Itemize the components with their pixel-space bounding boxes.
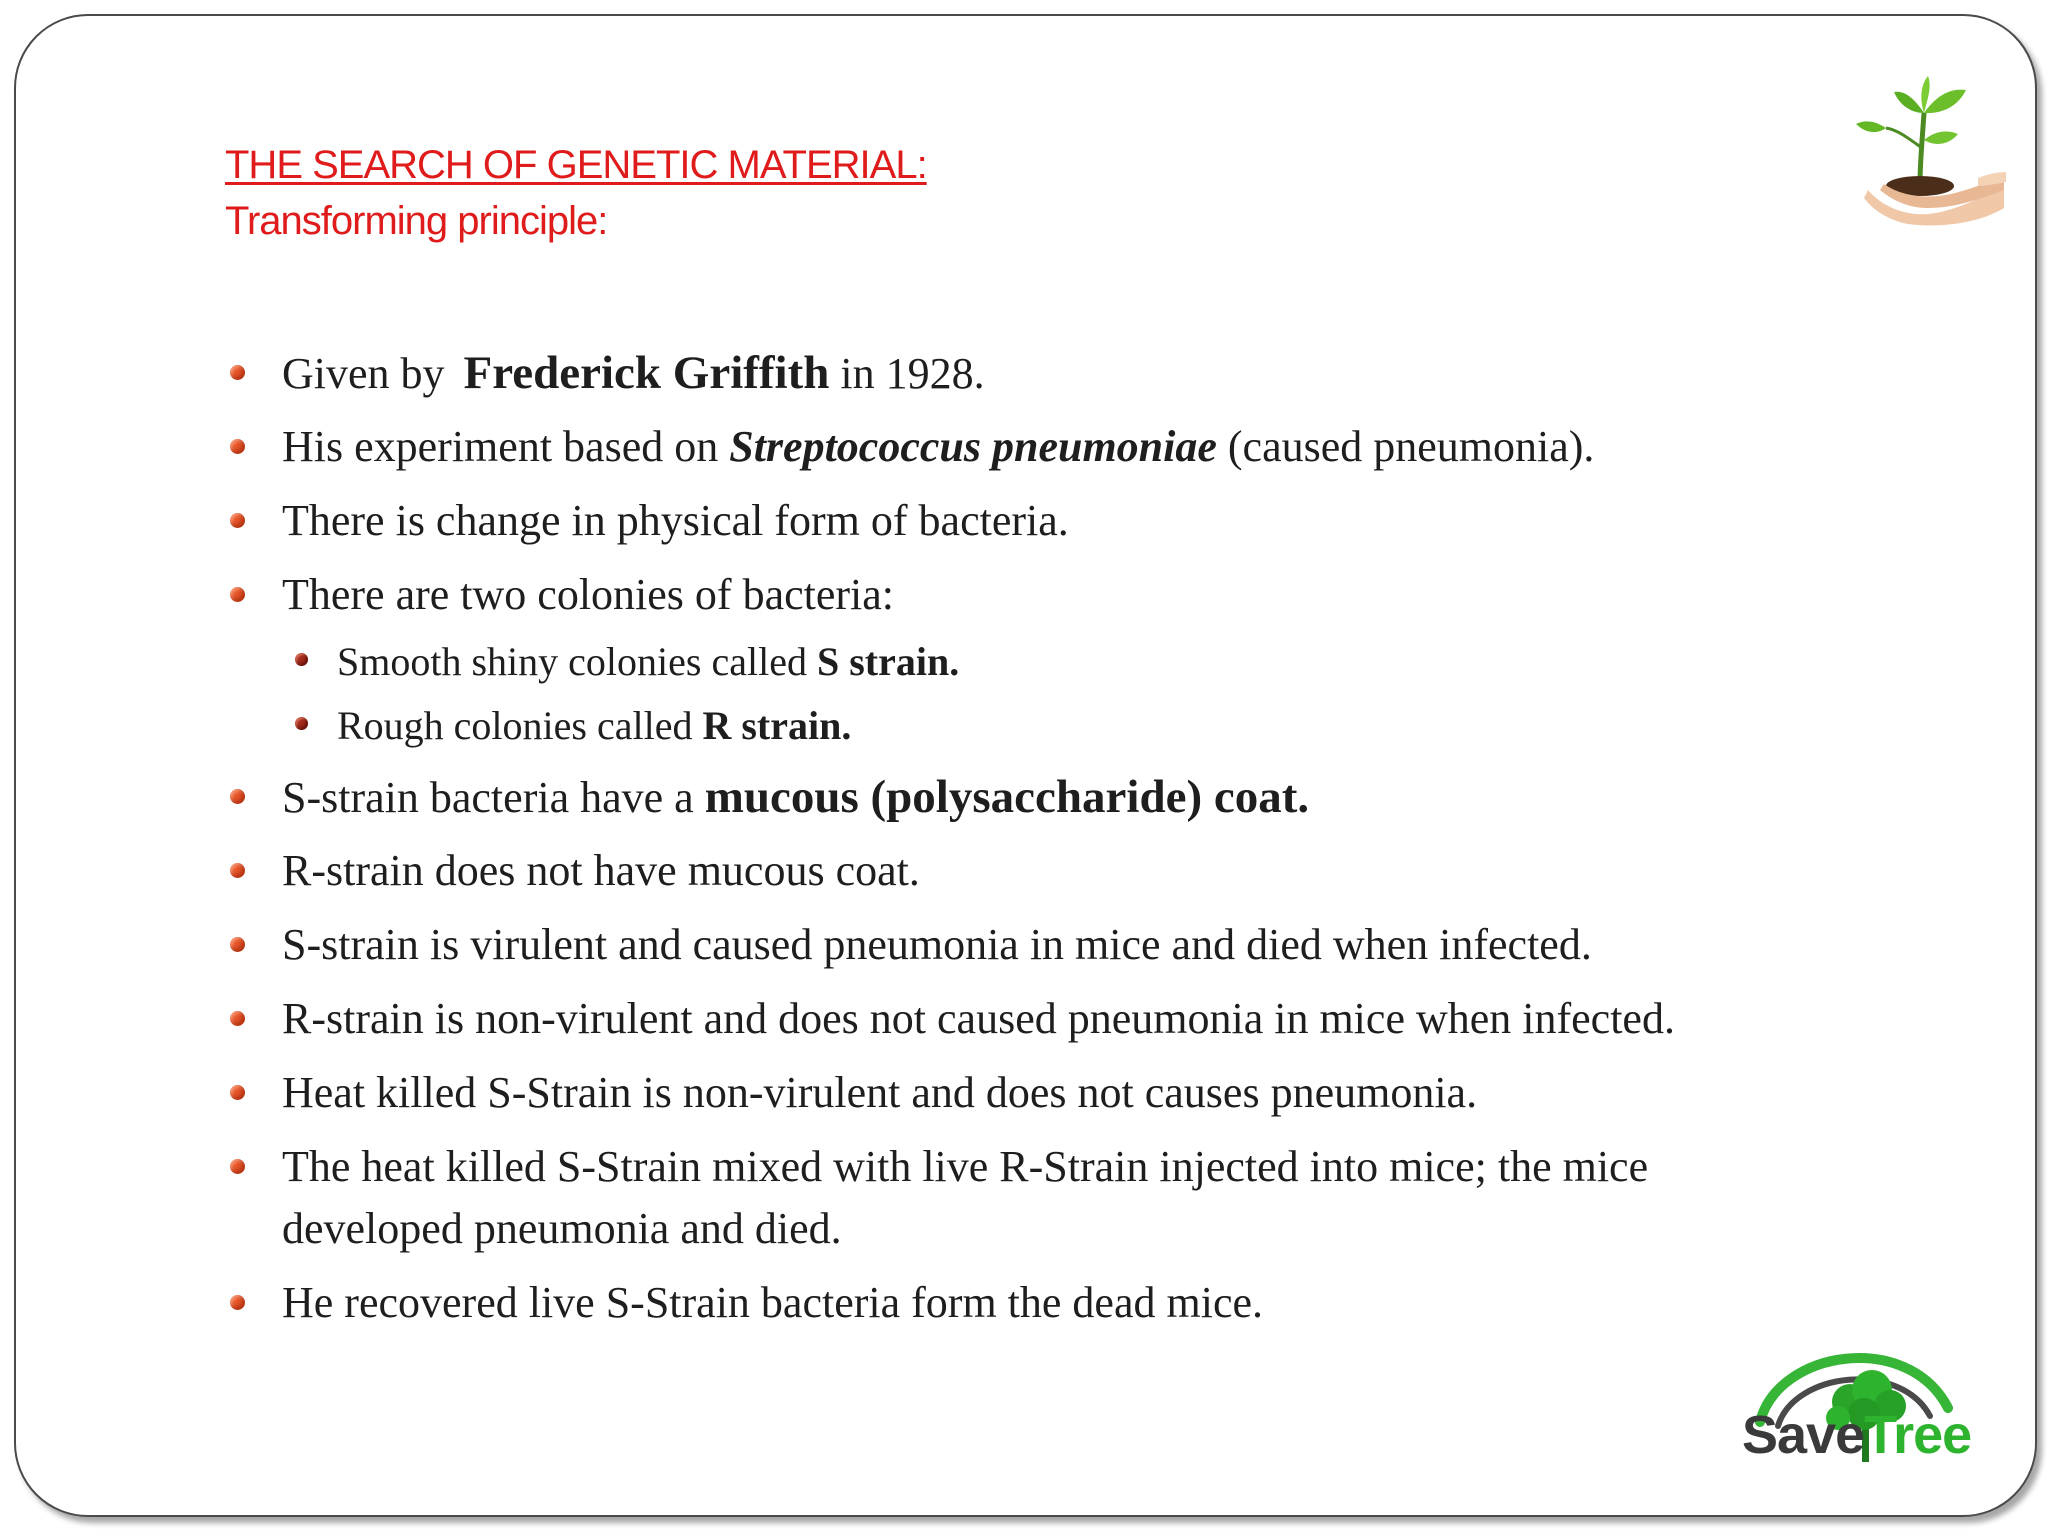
title-line-2: Transforming principle: — [225, 199, 608, 243]
bullet-icon — [230, 1159, 245, 1174]
save-tree-logo — [1738, 1330, 1988, 1475]
list-item: R-strain does not have mucous coat. — [282, 840, 920, 902]
bullet-icon — [230, 513, 245, 528]
bullet-icon — [230, 1295, 245, 1310]
title-line-1: THE SEARCH OF GENETIC MATERIAL: — [225, 143, 927, 187]
bold-name: Frederick Griffith — [463, 347, 830, 399]
species-name: Streptococcus pneumoniae — [729, 422, 1217, 471]
list-item: Heat killed S-Strain is non-virulent and does not causes pneumonia. — [282, 1062, 1477, 1124]
bullet-icon — [230, 937, 245, 952]
bullet-icon — [230, 1011, 245, 1026]
list-item: S-strain bacteria have a mucous (polysaccharide) coat. — [282, 766, 1309, 829]
plant-in-hands-image — [1828, 68, 2008, 228]
list-item: He recovered live S-Strain bacteria form the dead mice. — [282, 1272, 1263, 1334]
bullet-icon — [230, 587, 245, 602]
bullet-icon — [230, 365, 245, 380]
list-item: The heat killed S-Strain mixed with live R-Strain injected into mice; the mice developed pneumonia and died. — [282, 1136, 1648, 1260]
list-item: There is change in physical form of bacteria. — [282, 490, 1069, 552]
sub-bullet-icon — [295, 653, 308, 666]
bullet-icon — [230, 789, 245, 804]
list-item: S-strain is virulent and caused pneumonia in mice and died when infected. — [282, 914, 1592, 976]
logo-text: SaveTree — [1742, 1405, 1972, 1465]
list-item: His experiment based on Streptococcus pneumoniae (caused pneumonia). — [282, 416, 1594, 478]
sub-bullet-icon — [295, 717, 308, 730]
list-item: Given by Frederick Griffith in 1928. — [282, 342, 985, 405]
bullet-icon — [230, 1085, 245, 1100]
sub-list-item: Smooth shiny colonies called S strain. — [337, 634, 959, 690]
bullet-icon — [230, 439, 245, 454]
list-item: R-strain is non-virulent and does not caused pneumonia in mice when infected. — [282, 988, 1675, 1050]
bullet-icon — [230, 863, 245, 878]
slide-title — [225, 137, 927, 249]
list-item: There are two colonies of bacteria: — [282, 564, 894, 626]
sub-list-item: Rough colonies called R strain. — [337, 698, 851, 754]
